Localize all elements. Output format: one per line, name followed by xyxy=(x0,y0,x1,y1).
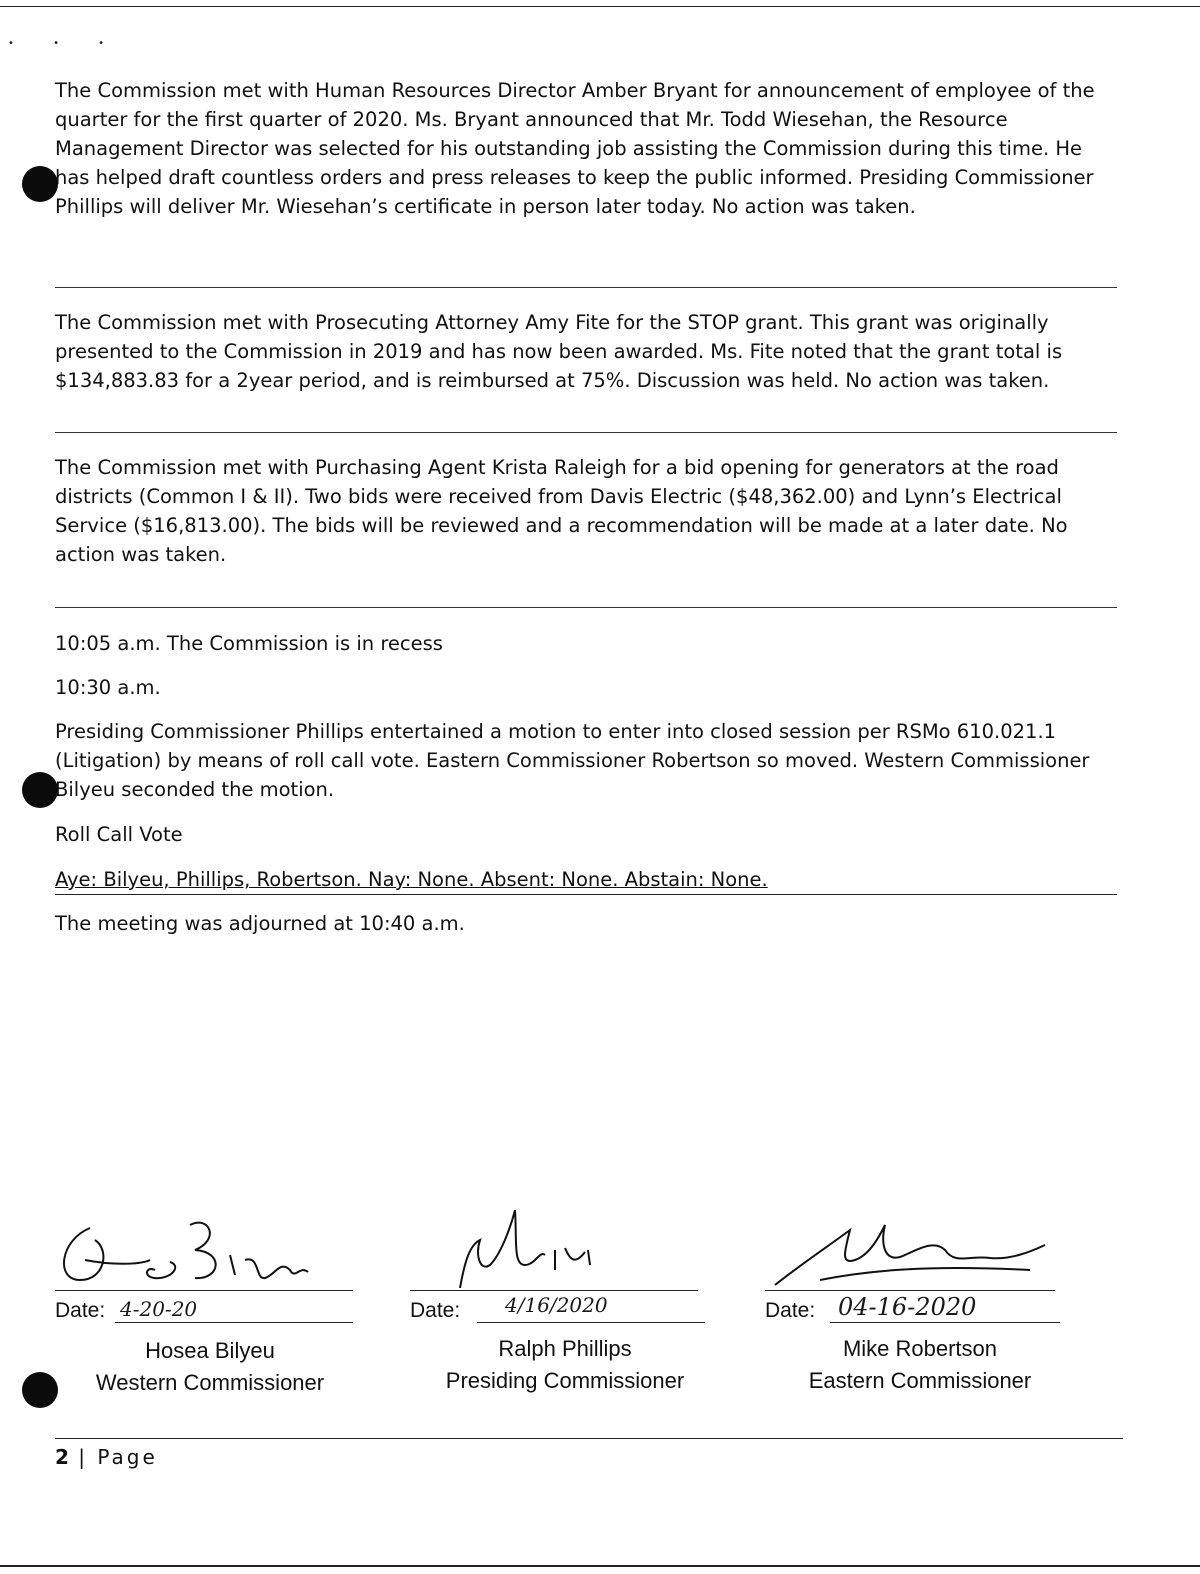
signature-line xyxy=(765,1290,1055,1291)
vote-result-line xyxy=(55,865,1117,895)
hr-paragraph: The Commission met with Human Resources Director Amber Bryant for announcement of employee of the quarter for the first quarter of 2020. Ms. Bryant announced that Mr. Todd Wiesehan, the Resource Management Director was selected for his outstanding job assisting the Commission during this time. He has helped draft countless orders and press releases to keep the public informed. Presiding Commissioner Phillips will deliver Mr. Wiesehan’s certificate in person later today. No action was taken. xyxy=(55,79,1095,218)
signature-line xyxy=(55,1290,353,1291)
section-divider xyxy=(55,432,1117,433)
date-line xyxy=(477,1322,705,1323)
bid-opening-paragraph: The Commission met with Purchasing Agent Krista Raleigh for a bid opening for generators at the road districts (Common I & II). Two bids were received from Davis Electric ($48,362.00) and Lynn’s Electrical Service ($16,813.00). The bids will be reviewed and a recommendation will be made at a later date. No action was taken. xyxy=(55,456,1068,566)
signature-block-robertson xyxy=(760,1210,1080,1410)
signer-role: Eastern Commissioner xyxy=(808,1368,1032,1393)
handwritten-date: 04-16-2020 xyxy=(838,1293,977,1321)
scan-marks: • • • xyxy=(8,38,123,49)
handwritten-signature xyxy=(760,1210,1070,1290)
footer-rule xyxy=(55,1438,1123,1439)
signer-name: Ralph Phillips xyxy=(498,1336,632,1361)
handwritten-signature xyxy=(50,1210,360,1290)
bottom-rule xyxy=(0,1565,1200,1567)
signature-line xyxy=(410,1290,698,1291)
signer-role: Western Commissioner xyxy=(95,1370,325,1395)
page-label: Page xyxy=(97,1445,158,1469)
stop-grant-paragraph: The Commission met with Prosecuting Attorney Amy Fite for the STOP grant. This grant was originally presented to the Commission in 2019 and has now been awarded. Ms. Fite noted that the grant total is $134,883.83 for a 2year period, and is reimbursed at 75%. Discussion was held. No action was taken. xyxy=(55,311,1063,392)
vote-result-text: Aye: Bilyeu, Phillips, Robertson. Nay: None. Absent: None. Abstain: None. xyxy=(55,868,768,891)
section-divider xyxy=(55,607,1117,608)
signer-role: Presiding Commissioner xyxy=(445,1368,685,1393)
date-label: Date: xyxy=(410,1299,461,1322)
page-footer xyxy=(55,1443,158,1471)
page-number: 2 xyxy=(55,1445,69,1469)
resume-time-line: 10:30 a.m. xyxy=(55,676,161,699)
date-label: Date: xyxy=(765,1299,816,1322)
signer-name: Mike Robertson xyxy=(842,1336,998,1361)
adjournment-line: The meeting was adjourned at 10:40 a.m. xyxy=(55,912,465,935)
hole-punch-top xyxy=(22,166,58,202)
page-separator: | xyxy=(78,1445,89,1469)
signature-block-phillips xyxy=(405,1210,725,1410)
date-line xyxy=(115,1322,353,1323)
roll-call-heading: Roll Call Vote xyxy=(55,823,183,846)
handwritten-signature xyxy=(405,1210,715,1290)
recess-line: 10:05 a.m. The Commission is in recess xyxy=(55,632,443,655)
closed-session-motion: Presiding Commissioner Phillips entertained a motion to enter into closed session per RSMo 610.021.1 (Litigation) by means of roll call vote. Eastern Commissioner Robertson so moved. Western Commissioner Bilyeu seconded the motion. xyxy=(55,720,1090,801)
date-line xyxy=(830,1322,1060,1323)
date-label: Date: xyxy=(55,1299,106,1322)
top-rule xyxy=(0,6,1200,7)
handwritten-date: 4/16/2020 xyxy=(505,1293,608,1317)
hole-punch-middle xyxy=(22,772,58,808)
handwritten-date: 4-20-20 xyxy=(120,1297,198,1321)
section-divider xyxy=(55,287,1117,288)
signer-name: Hosea Bilyeu xyxy=(145,1338,275,1363)
signature-block-bilyeu xyxy=(50,1210,370,1410)
